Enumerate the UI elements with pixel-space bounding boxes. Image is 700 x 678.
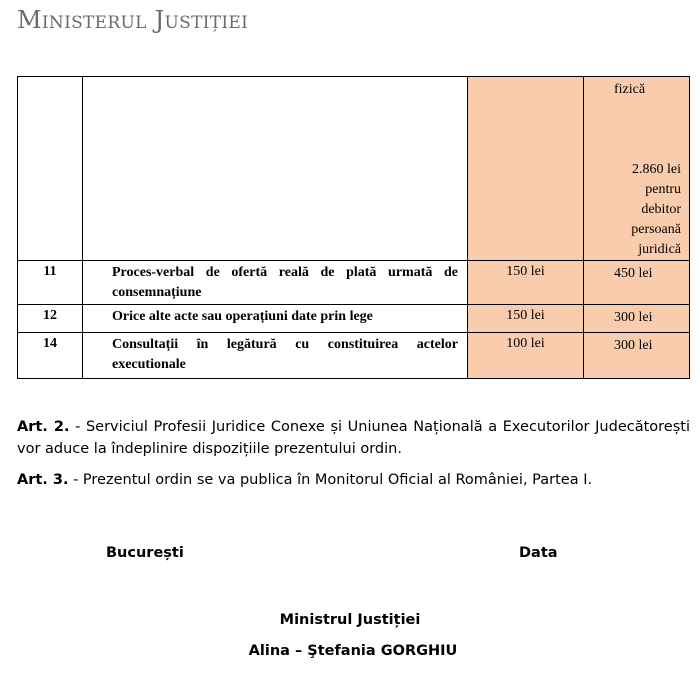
cell-fee-b: 300 lei: [584, 305, 690, 333]
cell-nr: 11: [18, 261, 83, 305]
table-row-continuation: [18, 77, 690, 261]
fee-b-bottom-text: 2.860 lei pentru debitor persoană juridică: [631, 162, 681, 257]
cell-fee-b: 450 lei: [584, 261, 690, 305]
ministry-header: Ministerul Justiției: [17, 6, 249, 34]
fee-b-top-text: fizică: [614, 82, 646, 97]
article-2: [17, 416, 690, 460]
cell-desc: Proces-verbal de ofertă reală de plată urmată de consemnațiune: [83, 261, 468, 305]
table-row: [18, 333, 690, 379]
article-2-label: Art. 2.: [17, 419, 70, 435]
fees-table: [17, 76, 690, 379]
cell-nr: 14: [18, 333, 83, 379]
cell-fee-b: 300 lei: [584, 333, 690, 379]
cell-nr: [18, 77, 83, 261]
cell-fee-b: [584, 77, 690, 261]
cell-desc: Orice alte acte sau operațiuni date prin lege: [83, 305, 468, 333]
signature-place: București: [106, 545, 184, 561]
article-2-text: - Serviciul Profesii Juridice Conexe și Uniunea Națională a Executorilor Judecătorești vor aduce la îndeplinire dispozițiile prezentului ordin.: [17, 419, 690, 457]
table-row: [18, 305, 690, 333]
cell-fee-a: 150 lei: [468, 305, 584, 333]
table-row: [18, 261, 690, 305]
article-3-label: Art. 3.: [17, 472, 69, 488]
cell-desc: Consultații în legătură cu constituirea actelor executionale: [83, 333, 468, 379]
signature-role: Ministrul Justiției: [279, 612, 421, 628]
cell-fee-a: 150 lei: [468, 261, 584, 305]
cell-fee-a: [468, 77, 584, 261]
signature-name: Alina – Ştefania GORGHIU: [248, 643, 458, 659]
article-3: [17, 469, 690, 491]
cell-fee-a: 100 lei: [468, 333, 584, 379]
cell-desc: [83, 77, 468, 261]
cell-nr: 12: [18, 305, 83, 333]
signature-date-label: Data: [519, 545, 558, 561]
article-3-text: - Prezentul ordin se va publica în Monitorul Oficial al României, Partea I.: [68, 472, 593, 488]
